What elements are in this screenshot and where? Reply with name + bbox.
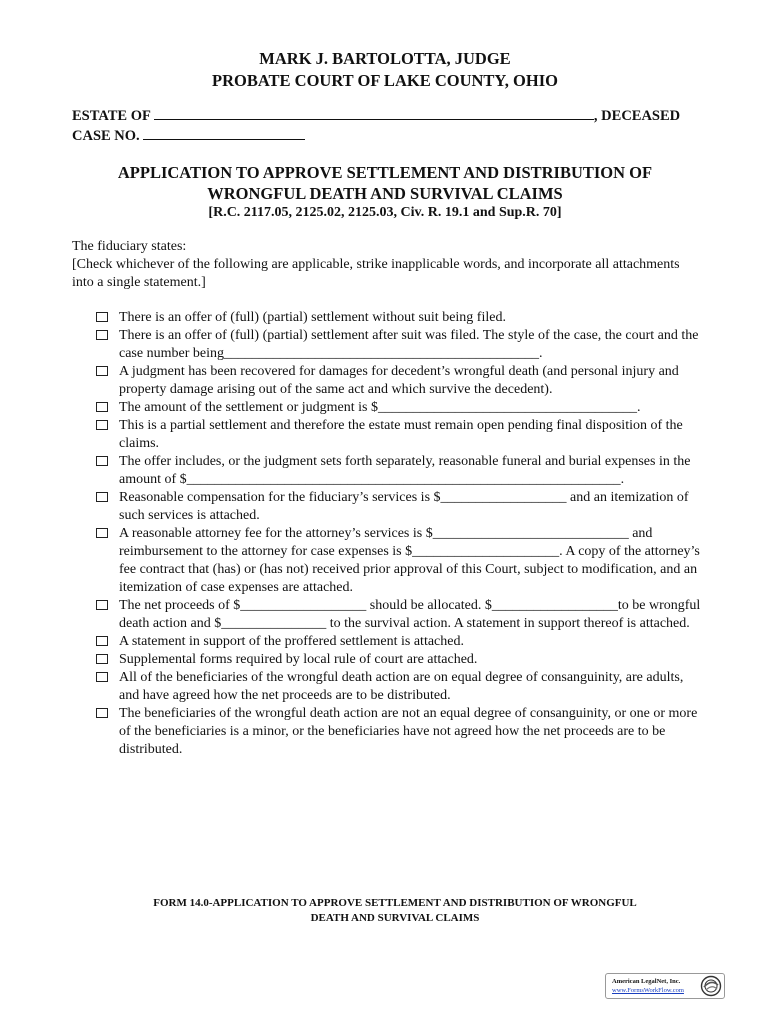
checkbox[interactable]: [96, 654, 108, 664]
list-item: [96, 453, 706, 489]
checkbox[interactable]: [96, 366, 108, 376]
checkbox[interactable]: [96, 708, 108, 718]
list-item: [96, 363, 706, 399]
court-header: [0, 48, 770, 92]
item-text: All of the beneficiaries of the wrongful death action are on equal degree of consanguinity, are adults, and have agreed how the net proceeds are to be distributed.: [119, 670, 684, 703]
title-line-1: APPLICATION TO APPROVE SETTLEMENT AND DISTRIBUTION OF: [117, 163, 653, 182]
list-item: [96, 633, 706, 651]
title-line-2: WRONGFUL DEATH AND SURVIVAL CLAIMS: [207, 184, 563, 203]
court-name: PROBATE COURT OF LAKE COUNTY, OHIO: [212, 71, 558, 90]
list-item: [96, 399, 706, 417]
list-item: [96, 705, 706, 759]
case-label: CASE NO.: [72, 128, 140, 144]
checkbox[interactable]: [96, 402, 108, 412]
estate-block: [72, 106, 700, 146]
deceased-label: , DECEASED: [593, 108, 681, 124]
intro-text: [72, 238, 702, 292]
item-text: The beneficiaries of the wrongful death action are not an equal degree of consanguinity, or one or more of the beneficiaries is a minor, or the beneficiaries have not agreed how the net proceeds are to be distributed.: [119, 706, 698, 757]
item-text: There is an offer of (full) (partial) settlement without suit being filed.: [119, 310, 506, 325]
checkbox[interactable]: [96, 330, 108, 340]
list-item: [96, 669, 706, 705]
globe-icon: [700, 975, 722, 997]
estate-line: [72, 106, 700, 126]
item-text: A judgment has been recovered for damages for decedent’s wrongful death (and personal injury and property damage arising out of the same act and which survive the decedent).: [119, 364, 679, 397]
list-item: [96, 309, 706, 327]
item-text: This is a partial settlement and therefore the estate must remain open pending final disposition of the claims.: [119, 418, 683, 451]
item-text: Reasonable compensation for the fiduciary’s services is $__________________ and an itemization of such services is attached.: [119, 490, 689, 523]
logo-company: American LegalNet, Inc.: [612, 978, 681, 985]
checklist: [96, 309, 706, 759]
statute-citation: [R.C. 2117.05, 2125.02, 2125.03, Civ. R. 19.1 and Sup.R. 70]: [208, 205, 562, 220]
list-item: [96, 417, 706, 453]
item-text: There is an offer of (full) (partial) settlement after suit was filed. The style of the case, the court and the case number being_____________________________________________.: [119, 328, 699, 361]
judge-name: MARK J. BARTOLOTTA, JUDGE: [259, 49, 511, 68]
instructions: [Check whichever of the following are applicable, strike inapplicable words, and incorporate all attachments into a single statement.]: [72, 257, 680, 290]
case-line: [72, 126, 700, 146]
item-text: The net proceeds of $__________________ should be allocated. $__________________to be wrongful death action and $_______________ to the survival action. A statement in support thereof is attached.: [119, 598, 701, 631]
estate-name-field[interactable]: [154, 106, 594, 120]
list-item: [96, 327, 706, 363]
list-item: [96, 525, 706, 597]
checkbox[interactable]: [96, 420, 108, 430]
checkbox[interactable]: [96, 636, 108, 646]
list-item: [96, 597, 706, 633]
checkbox[interactable]: [96, 600, 108, 610]
footer-line-2: DEATH AND SURVIVAL CLAIMS: [310, 912, 480, 924]
item-text: The offer includes, or the judgment sets forth separately, reasonable funeral and burial expenses in the amount of $______________________________________________________________.: [119, 454, 691, 487]
checkbox[interactable]: [96, 492, 108, 502]
legalnet-logo: [605, 973, 725, 999]
list-item: [96, 489, 706, 525]
item-text: A reasonable attorney fee for the attorney’s services is $____________________________ and reimbursement to the attorney for case expenses is $_____________________. A copy of the attorney’s fee contract that (has) or (has not) received prior approval of this Court, subject to modification, and an itemization of case expenses are attached.: [119, 526, 700, 595]
item-text: A statement in support of the proffered settlement is attached.: [119, 634, 464, 649]
checkbox[interactable]: [96, 672, 108, 682]
fiduciary-states: The fiduciary states:: [72, 239, 187, 254]
checkbox[interactable]: [96, 312, 108, 322]
item-text: Supplemental forms required by local rule of court are attached.: [119, 652, 478, 667]
checkbox[interactable]: [96, 456, 108, 466]
estate-label: ESTATE OF: [72, 108, 151, 124]
logo-url-link[interactable]: www.FormsWorkFlow.com: [612, 987, 684, 994]
case-number-field[interactable]: [143, 126, 305, 140]
list-item: [96, 651, 706, 669]
item-text: The amount of the settlement or judgment is $_____________________________________.: [119, 400, 641, 415]
form-title: [0, 162, 770, 204]
form-footer: [100, 896, 690, 926]
footer-line-1: FORM 14.0-APPLICATION TO APPROVE SETTLEMENT AND DISTRIBUTION OF WRONGFUL: [153, 897, 637, 909]
checkbox[interactable]: [96, 528, 108, 538]
